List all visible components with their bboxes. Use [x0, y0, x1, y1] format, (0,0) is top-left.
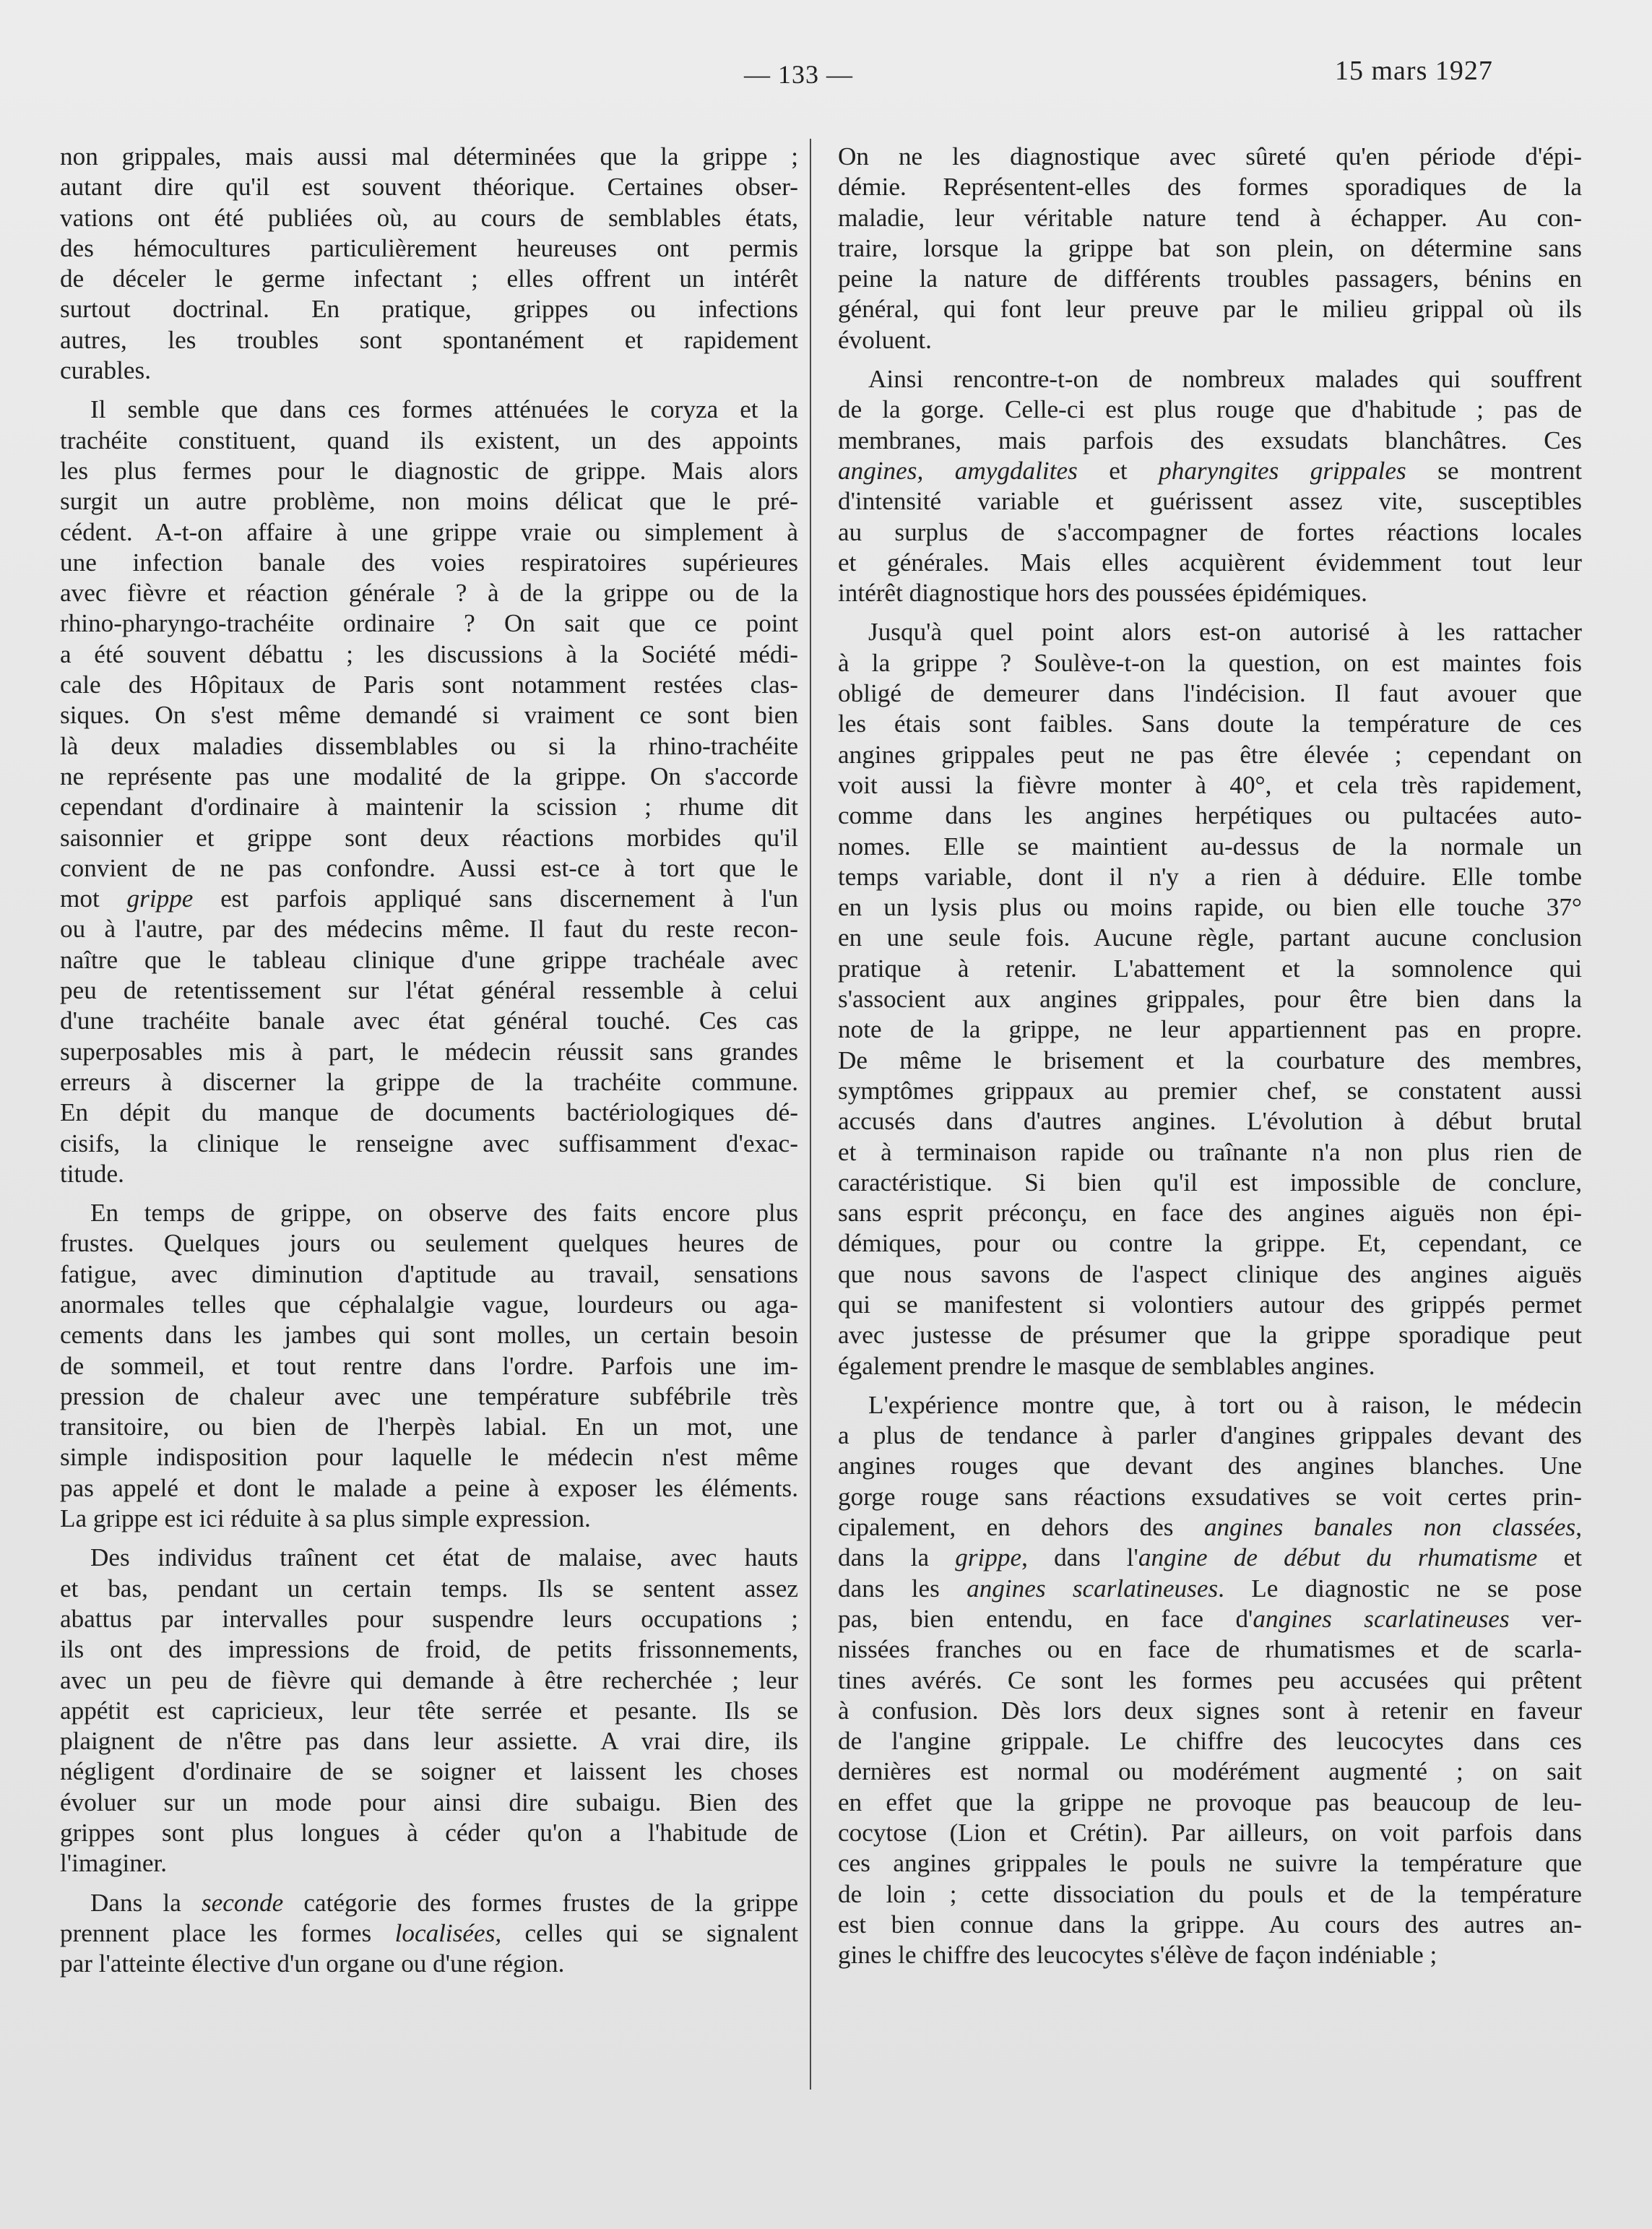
text-line: rhino-pharyngo-trachéite ordinaire ? On sait que ce point	[60, 609, 798, 638]
text-line: peine la nature de différents troubles passagers, bénins en	[838, 264, 1582, 293]
paragraph-gap	[60, 1189, 798, 1198]
text-line: trachéite constituent, quand ils existent, un des appoints	[60, 426, 798, 454]
text-line: Des individus traînent cet état de malaise, avec hauts	[90, 1543, 798, 1572]
text-line: angines grippales peut ne pas être élevée ; cependant on	[838, 740, 1582, 769]
text-line: intérêt diagnostique hors des poussées épidémiques.	[838, 579, 1367, 608]
text-line: saisonnier et grippe sont deux réactions morbides qu'il	[60, 823, 798, 852]
text-line: traire, lorsque la grippe bat son plein, on détermine sans	[838, 233, 1582, 262]
text-line: caractéristique. Si bien qu'il est impossible de conclure,	[838, 1168, 1582, 1197]
text-line: note de la grippe, ne leur appartiennent pas en propre.	[838, 1015, 1582, 1044]
text-line: de loin ; cette dissociation du pouls et de la température	[838, 1879, 1582, 1908]
text-line: surtout doctrinal. En pratique, grippes ou infections	[60, 295, 798, 324]
right-column	[838, 142, 1582, 1971]
text-line: des hémocultures particulièrement heureuses ont permis	[60, 233, 798, 262]
text-line: démie. Représentent-elles des formes sporadiques de la	[838, 173, 1582, 202]
text-line: a plus de tendance à parler d'angines grippales devant des	[838, 1421, 1582, 1450]
text-line: obligé de demeurer dans l'indécision. Il faut avouer que	[838, 679, 1582, 708]
text-line: appétit est capricieux, leur tête serrée et pesante. Ils se	[60, 1696, 798, 1725]
paragraph-gap	[60, 1879, 798, 1888]
text-line: avec un peu de fièvre qui demande à être recherchée ; leur	[60, 1665, 798, 1694]
text-line: plaignent de n'être pas dans leur assiette. A vrai dire, ils	[60, 1727, 798, 1756]
text-line: à la grippe ? Soulève-t-on la question, on est maintes fois	[838, 648, 1582, 677]
text-line: également prendre le masque de semblables angines.	[838, 1351, 1375, 1380]
text-line: curables.	[60, 356, 152, 385]
text-line: et à terminaison rapide ou traînante n'a non plus rien de	[838, 1137, 1582, 1166]
text-line: évoluent.	[838, 325, 932, 354]
text-line: évoluer sur un mode pour ainsi dire subaigu. Bien des	[60, 1788, 798, 1816]
text-line: voit aussi la fièvre monter à 40°, et cela très rapidement,	[838, 770, 1582, 799]
text-line: une infection banale des voies respiratoires supérieures	[60, 548, 798, 577]
text-line: en effet que la grippe ne provoque pas beaucoup de leu-	[838, 1788, 1582, 1816]
text-line: gines le chiffre des leucocytes s'élève de façon indéniable ;	[838, 1941, 1437, 1970]
text-line: avec justesse de présumer que la grippe sporadique peut	[838, 1321, 1582, 1350]
text-line: anormales telles que céphalalgie vague, lourdeurs ou aga-	[60, 1290, 798, 1319]
text-line: et générales. Mais elles acquièrent évidemment tout leur	[838, 548, 1582, 577]
text-line: pas, bien entendu, en face d'angines scarlatineuses ver-	[838, 1604, 1582, 1633]
text-line: sans esprit préconçu, en face des angines aiguës non épi-	[838, 1199, 1582, 1228]
paragraph-gap	[60, 386, 798, 395]
text-line: de la gorge. Celle-ci est plus rouge que d'habitude ; pas de	[838, 395, 1582, 424]
text-line: surgit un autre problème, non moins délicat que le pré-	[60, 487, 798, 516]
text-line: en une seule fois. Aucune règle, partant aucune conclusion	[838, 923, 1582, 952]
text-line: tines avérés. Ce sont les formes peu accusées qui prêtent	[838, 1665, 1582, 1694]
text-line: dans la grippe, dans l'angine de début du rhumatisme et	[838, 1543, 1582, 1572]
text-line: peu de retentissement sur l'état général ressemble à celui	[60, 976, 798, 1005]
text-line: siques. On s'est même demandé si vraiment ce sont bien	[60, 701, 798, 730]
text-line: Dans la seconde catégorie des formes frustes de la grippe	[90, 1888, 798, 1917]
text-line: erreurs à discerner la grippe de la trachéite commune.	[60, 1067, 798, 1096]
text-line: transitoire, ou bien de l'herpès labial. En un mot, une	[60, 1413, 798, 1441]
text-line: par l'atteinte élective d'un organe ou d'une région.	[60, 1949, 565, 1978]
left-column	[60, 142, 798, 1980]
text-line: dans les angines scarlatineuses. Le diagnostic ne se pose	[838, 1574, 1582, 1603]
text-line: cependant d'ordinaire à maintenir la scission ; rhume dit	[60, 793, 798, 822]
text-line: naître que le tableau clinique d'une grippe trachéale avec	[60, 945, 798, 974]
text-line: cale des Hôpitaux de Paris sont notamment restées clas-	[60, 671, 798, 699]
issue-date: 15 mars 1927	[1335, 56, 1493, 86]
text-line: de déceler le germe infectant ; elles offrent un intérêt	[60, 264, 798, 293]
text-line: comme dans les angines herpétiques ou pultacées auto-	[838, 801, 1582, 830]
text-line: nomes. Elle se maintient au-dessus de la normale un	[838, 832, 1582, 861]
text-line: autres, les troubles sont spontanément et rapidement	[60, 325, 798, 354]
text-line: les plus fermes pour le diagnostic de grippe. Mais alors	[60, 456, 798, 485]
text-line: angines rouges que devant des angines blanches. Une	[838, 1452, 1582, 1480]
paragraph-gap	[60, 1534, 798, 1543]
page-number: — 133 —	[744, 60, 853, 89]
text-line: Ainsi rencontre-t-on de nombreux malades qui souffrent	[868, 365, 1582, 394]
text-line: avec fièvre et réaction générale ? à de la grippe ou de la	[60, 579, 798, 608]
text-line: L'expérience montre que, à tort ou à raison, le médecin	[868, 1390, 1582, 1419]
text-line: vations ont été publiées où, au cours de semblables états,	[60, 203, 798, 232]
text-line: Il semble que dans ces formes atténuées le coryza et la	[90, 395, 798, 424]
text-line: On ne les diagnostique avec sûreté qu'en période d'épi-	[838, 142, 1582, 171]
text-line: ne représente pas une modalité de la grippe. On s'accorde	[60, 762, 798, 790]
text-line: frustes. Quelques jours ou seulement quelques heures de	[60, 1229, 798, 1258]
text-line: de l'angine grippale. Le chiffre des leucocytes dans ces	[838, 1727, 1582, 1756]
text-line: pression de chaleur avec une température subfébrile très	[60, 1381, 798, 1410]
paragraph-gap	[838, 608, 1582, 617]
text-line: les étais sont faibles. Sans doute la température de ces	[838, 710, 1582, 738]
text-line: superposables mis à part, le médecin réussit sans grandes	[60, 1037, 798, 1066]
text-line: l'imaginer.	[60, 1849, 168, 1878]
text-line: là deux maladies dissemblables ou si la rhino-trachéite	[60, 731, 798, 760]
text-line: non grippales, mais aussi mal déterminées que la grippe ;	[60, 142, 798, 171]
text-line: et bas, pendant un certain temps. Ils se sentent assez	[60, 1574, 798, 1603]
column-divider	[810, 139, 811, 2090]
text-line: a été souvent débattu ; les discussions à la Société médi-	[60, 639, 798, 668]
text-line: qui se manifestent si volontiers autour des grippés permet	[838, 1290, 1582, 1319]
text-line: nissées franches ou en face de rhumatismes et de scarla-	[838, 1635, 1582, 1664]
text-line: négligent d'ordinaire de se soigner et laissent les choses	[60, 1757, 798, 1786]
text-line: simple indisposition pour laquelle le médecin n'est même	[60, 1443, 798, 1472]
text-line: cements dans les jambes qui sont molles, un certain besoin	[60, 1321, 798, 1350]
text-line: En dépit du manque de documents bactériologiques dé-	[60, 1098, 798, 1127]
text-line: maladie, leur véritable nature tend à échapper. Au con-	[838, 203, 1582, 232]
text-line: ils ont des impressions de froid, de petits frissonnements,	[60, 1635, 798, 1664]
text-line: titude.	[60, 1159, 124, 1188]
text-line: ces angines grippales le pouls ne suivre la température que	[838, 1849, 1582, 1878]
text-line: démiques, pour ou contre la grippe. Et, cependant, ce	[838, 1229, 1582, 1258]
text-line: La grippe est ici réduite à sa plus simple expression.	[60, 1504, 591, 1533]
text-line: Jusqu'à quel point alors est-on autorisé à les rattacher	[868, 618, 1582, 647]
text-line: symptômes grippaux au premier chef, se constatent aussi	[838, 1076, 1582, 1105]
text-line: ou à l'autre, par des médecins même. Il faut du reste recon-	[60, 915, 798, 944]
text-line: en un lysis plus ou moins rapide, ou bien elle touche 37°	[838, 893, 1582, 922]
text-line: fatigue, avec diminution d'aptitude au travail, sensations	[60, 1259, 798, 1288]
text-line: grippes sont plus longues à céder qu'on a l'habitude de	[60, 1819, 798, 1848]
text-line: autant dire qu'il est souvent théorique. Certaines obser-	[60, 173, 798, 202]
text-line: membranes, mais parfois des exsudats blanchâtres. Ces	[838, 426, 1582, 454]
paragraph-gap	[838, 1381, 1582, 1390]
text-line: général, qui font leur preuve par le milieu grippal où ils	[838, 295, 1582, 324]
text-line: cédent. A-t-on affaire à une grippe vraie ou simplement à	[60, 517, 798, 546]
text-line: à confusion. Dès lors deux signes sont à retenir en faveur	[838, 1696, 1582, 1725]
text-line: est bien connue dans la grippe. Au cours des autres an-	[838, 1910, 1582, 1939]
text-line: cisifs, la clinique le renseigne avec suffisamment d'exac-	[60, 1129, 798, 1157]
text-line: accusés dans d'autres angines. L'évolution à début brutal	[838, 1107, 1582, 1136]
text-line: d'intensité variable et guérissent assez vite, susceptibles	[838, 487, 1582, 516]
text-line: gorge rouge sans réactions exsudatives se voit certes prin-	[838, 1482, 1582, 1511]
text-line: d'une trachéite banale avec état général touché. Ces cas	[60, 1006, 798, 1035]
text-line: temps variable, dont il n'y a rien à déduire. Elle tombe	[838, 862, 1582, 891]
text-line: cocytose (Lion et Crétin). Par ailleurs, on voit parfois dans	[838, 1819, 1582, 1848]
text-line: En temps de grippe, on observe des faits encore plus	[90, 1199, 798, 1228]
text-line: pratique à retenir. L'abattement et la somnolence qui	[838, 954, 1582, 983]
paragraph-gap	[838, 355, 1582, 364]
text-line: cipalement, en dehors des angines banales non classées,	[838, 1513, 1582, 1542]
text-line: prennent place les formes localisées, celles qui se signalent	[60, 1918, 798, 1947]
text-line: abattus par intervalles pour suspendre leurs occupations ;	[60, 1604, 798, 1633]
text-line: au surplus de s'accompagner de fortes réactions locales	[838, 517, 1582, 546]
text-line: dernières est normal ou modérément augmenté ; on sait	[838, 1757, 1582, 1786]
text-line: pas appelé et dont le malade a peine à exposer les éléments.	[60, 1473, 798, 1502]
text-line: s'associent aux angines grippales, pour être bien dans la	[838, 985, 1582, 1014]
text-line: de sommeil, et tout rentre dans l'ordre. Parfois une im-	[60, 1351, 798, 1380]
text-line: que nous savons de l'aspect clinique des angines aiguës	[838, 1259, 1582, 1288]
text-line: De même le brisement et la courbature des membres,	[838, 1045, 1582, 1074]
text-line: mot grippe est parfois appliqué sans discernement à l'un	[60, 884, 798, 913]
text-line: angines, amygdalites et pharyngites grippales se montrent	[838, 456, 1582, 485]
text-line: convient de ne pas confondre. Aussi est-ce à tort que le	[60, 853, 798, 882]
